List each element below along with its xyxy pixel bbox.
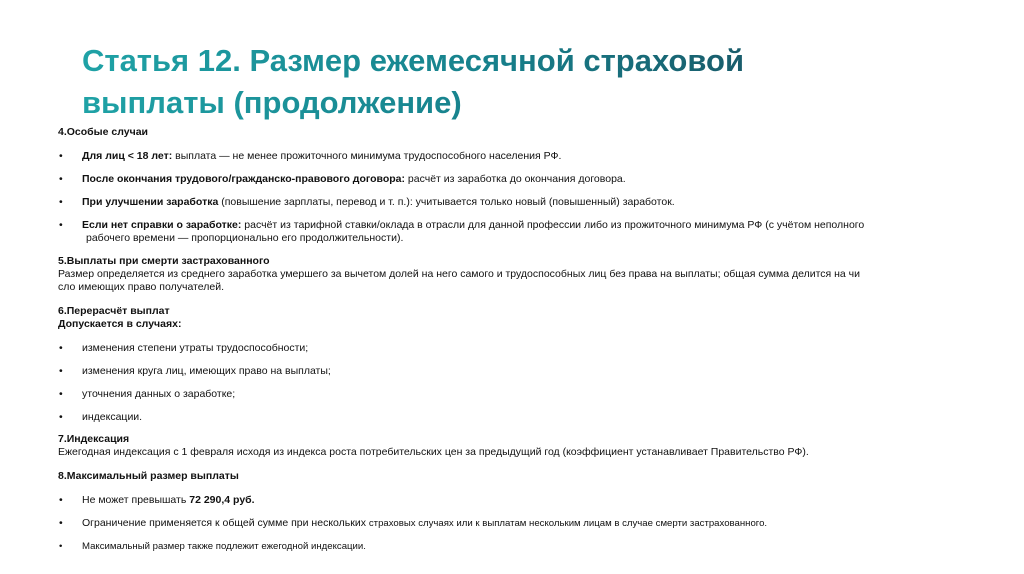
section-5-text-line-1: Размер определяется из среднего заработка умершего за вычетом долей на него самого и трудоспособных лиц без права на выплаты; общая сумма делится на чи	[58, 268, 860, 280]
list-item	[58, 365, 978, 378]
list-item-text: (повышение зарплаты, перевод и т. п.): учитывается только новый (повышенный) заработок.	[218, 196, 675, 208]
bullet-icon: •	[59, 541, 63, 552]
bullet-icon: •	[59, 388, 63, 400]
list-item-bold: Для лиц < 18 лет:	[82, 150, 173, 162]
list-item-text: индексации.	[82, 411, 143, 423]
list-item	[58, 517, 978, 530]
list-item	[58, 196, 978, 209]
list-item-text: уточнения данных о заработке;	[82, 388, 236, 400]
section-5-text-line-2: сло имеющих право получателей.	[58, 281, 224, 293]
list-item-text-continued: рабочего времени — пропорционально его продолжительности).	[86, 232, 404, 244]
section-5-heading: 5.Выплаты при смерти застрахованного	[58, 255, 270, 267]
section-6-subheading: Допускается в случаях:	[58, 318, 182, 330]
list-item	[58, 173, 978, 186]
list-item-text: Максимальный размер также подлежит ежегодной индексации.	[82, 541, 366, 552]
list-item	[58, 219, 978, 245]
bullet-icon: •	[59, 342, 63, 354]
bullet-icon: •	[59, 196, 63, 208]
section-6-heading: 6.Перерасчёт выплат	[58, 305, 170, 317]
list-item	[58, 342, 978, 355]
max-amount-value: 72 290,4 руб.	[189, 494, 255, 506]
section-7-text: Ежегодная индексация с 1 февраля исходя из индекса роста потребительских цен за предыдущий год (коэффициент устанавливает Правительство РФ).	[58, 446, 809, 458]
bullet-icon: •	[59, 411, 63, 423]
page-title	[82, 40, 982, 124]
list-item	[58, 150, 978, 163]
list-item-text: выплата — не менее прожиточного минимума трудоспособного населения РФ.	[172, 150, 562, 162]
bullet-icon: •	[59, 494, 63, 506]
list-item-text: расчёт из заработка до окончания договора.	[405, 173, 626, 185]
section-4-heading: 4.Особые случаи	[58, 126, 148, 138]
bullet-icon: •	[59, 173, 63, 185]
bullet-icon: •	[59, 219, 63, 231]
list-item-bold: При улучшении заработка	[82, 196, 219, 208]
list-item-text: расчёт из тарифной ставки/оклада в отрасли для данной профессии либо из прожиточного минимума РФ (с учётом неполного	[241, 219, 865, 231]
list-item	[58, 540, 978, 553]
bullet-icon: •	[59, 517, 63, 529]
title-line-1: Статья 12. Размер ежемесячной страховой	[82, 43, 745, 78]
title-line-2: выплаты (продолжение)	[82, 85, 462, 120]
list-item-bold: Если нет справки о заработке:	[82, 219, 242, 231]
list-item	[58, 494, 978, 507]
list-item	[58, 411, 978, 424]
list-item-bold: После окончания трудового/гражданско-правового договора:	[82, 173, 405, 185]
section-8-heading: 8.Максимальный размер выплаты	[58, 470, 239, 482]
bullet-icon: •	[59, 150, 63, 162]
section-7-heading: 7.Индексация	[58, 433, 130, 445]
list-item-text: изменения круга лиц, имеющих право на выплаты;	[82, 365, 331, 377]
slide-content	[58, 126, 978, 563]
list-item	[58, 388, 978, 401]
list-item-text: изменения степени утраты трудоспособности;	[82, 342, 309, 354]
list-item-text: Не может превышать	[82, 494, 190, 506]
bullet-icon: •	[59, 365, 63, 377]
list-item-text-small: страховых случаях или к выплатам нескольким лицам в случае смерти застрахованного.	[368, 518, 768, 529]
list-item-text: Ограничение применяется к общей сумме при нескольких	[82, 517, 369, 529]
